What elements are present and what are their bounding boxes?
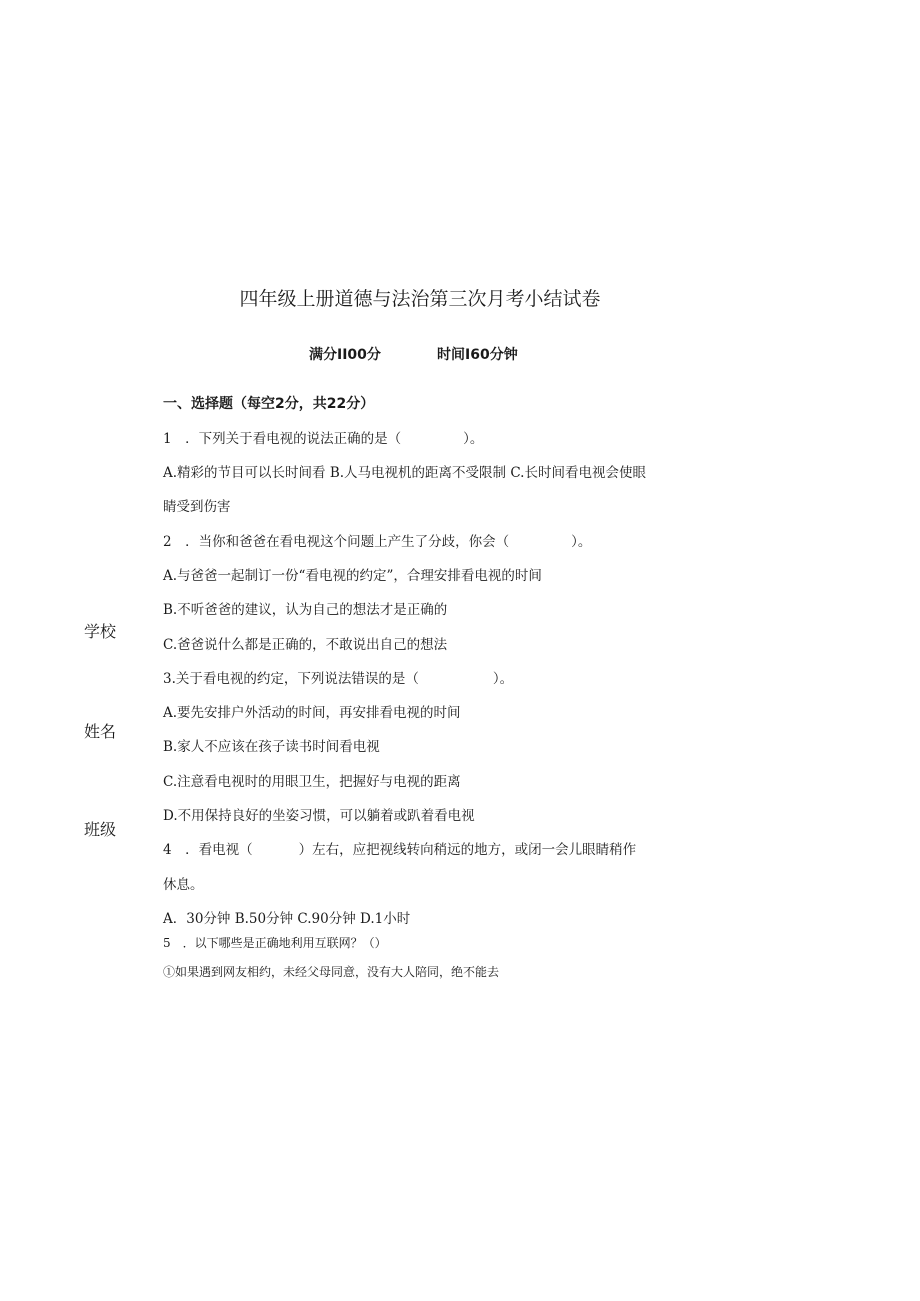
- school-label: 学校: [84, 622, 117, 641]
- question-2-option-a: A.与爸爸一起制订一份“看电视的约定”，合理安排看电视的时间: [163, 568, 542, 584]
- question-4-options: A．30分钟 B.50分钟 C.90分钟 D.1小时: [163, 911, 411, 927]
- name-label: 姓名: [84, 722, 117, 741]
- question-2-stem: [163, 530, 591, 550]
- question-1-stem: [163, 427, 483, 447]
- question-4-stem-pre: 4 ．看电视（: [163, 842, 253, 858]
- question-3-stem: [163, 667, 513, 687]
- full-score: 满分II00分: [309, 347, 381, 363]
- question-2-option-c: C.爸爸说什么都是正确的，不敢说出自己的想法: [163, 637, 448, 653]
- question-2-stem-post: ）。: [571, 534, 592, 550]
- question-3-stem-pre: 3.关于看电视的约定，下列说法错误的是（: [163, 671, 419, 687]
- question-2-option-b: B.不听爸爸的建议，认为自己的想法才是正确的: [163, 602, 448, 618]
- question-2-stem-pre: 2 ．当你和爸爸在看电视这个问题上产生了分歧，你会（: [163, 534, 510, 550]
- question-5-item-1: ①如果遇到网友相约，未经父母同意，没有大人陪同，绝不能去: [163, 965, 500, 979]
- question-1-stem-pre: 1 ．下列关于看电视的说法正确的是（: [163, 431, 402, 447]
- question-1-options: A.精彩的节目可以长时间看 B.人马电视机的距离不受限制 C.长时间看电视会使眼: [163, 465, 646, 481]
- question-4-stem-cont: 休息。: [163, 877, 204, 893]
- question-3-option-a: A.要先安排户外活动的时间，再安排看电视的时间: [163, 705, 461, 721]
- question-3-option-c: C.注意看电视时的用眼卫生，把握好与电视的距离: [163, 774, 461, 790]
- exam-duration: 时间I60分钟: [437, 347, 518, 363]
- question-1-stem-post: ）。: [463, 431, 484, 447]
- question-4-stem-post: ）左右，应把视线转向稍远的地方，或闭一会儿眼睛稍作: [298, 842, 637, 858]
- question-3-option-b: B.家人不应该在孩子读书时间看电视: [163, 739, 380, 755]
- question-1-options-cont: 睛受到伤害: [163, 499, 231, 515]
- class-label: 班级: [84, 820, 117, 839]
- question-3-stem-post: ）。: [492, 671, 514, 687]
- question-5-stem: 5 ．以下哪些是正确地利用互联网？（）: [163, 936, 387, 950]
- question-4-stem: [163, 838, 636, 858]
- exam-title: 四年级上册道德与法治第三次月考小结试卷: [239, 288, 601, 310]
- section-heading: 一、选择题（每空2分，共22分）: [163, 396, 375, 412]
- question-3-option-d: D.不用保持良好的坐姿习惯，可以躺着或趴着看电视: [163, 808, 475, 824]
